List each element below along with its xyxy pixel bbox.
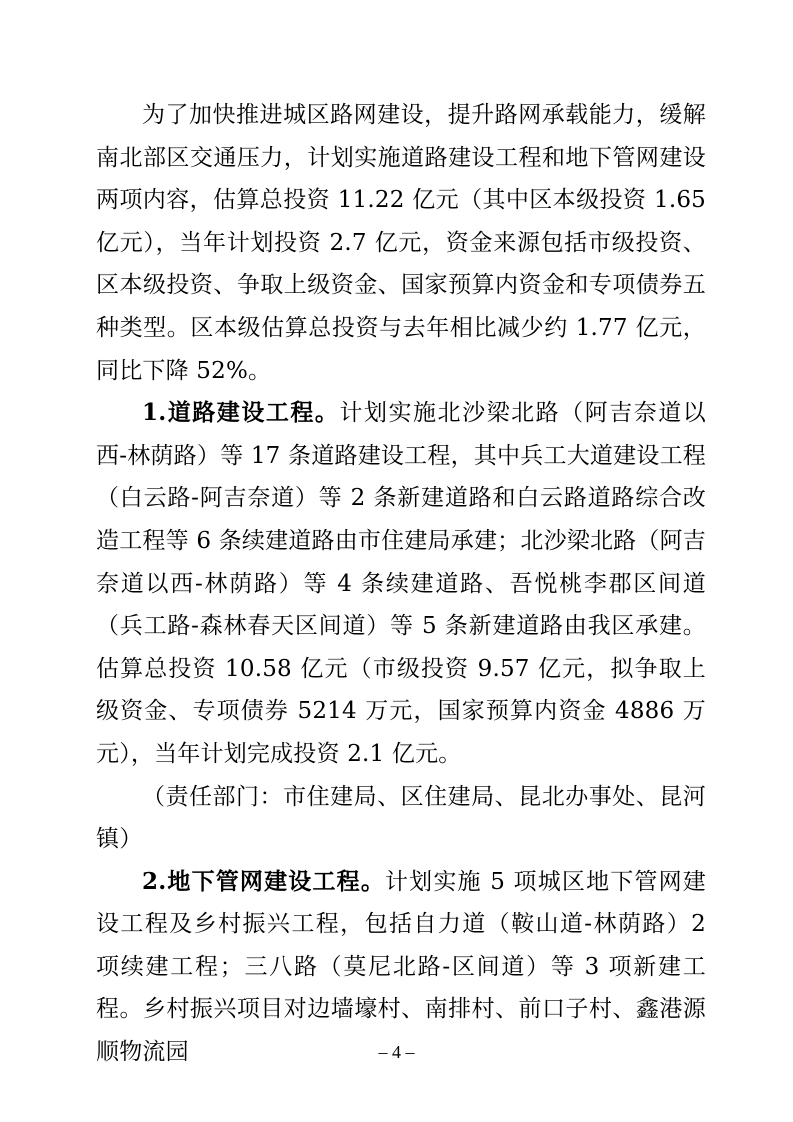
page-number: – 4 – <box>378 1042 415 1062</box>
pipe-section-heading: 2.地下管网建设工程。 <box>142 867 385 895</box>
responsibility-paragraph <box>96 776 706 861</box>
intro-paragraph <box>96 94 706 392</box>
pipe-section-text: 计划实施 5 项城区地下管网建设工程及乡村振兴工程，包括自力道（鞍山道-林荫路）2 项续建工程；三八路（莫尼北路-区间道）等 3 项新建工程。乡村振兴项目对边墙壕村、南排村、前口子村、鑫港源顺物流园 <box>96 868 706 1066</box>
document-page <box>96 94 706 1074</box>
road-section-paragraph <box>96 392 706 775</box>
responsibility-text: （责任部门：市住建局、区住建局、昆北办事处、昆河镇） <box>96 783 706 853</box>
road-section-text: 计划实施北沙梁北路（阿吉奈道以西-林荫路）等 17 条道路建设工程，其中兵工大道建设工程（白云路-阿吉奈道）等 2 条新建道路和白云路道路综合改造工程等 6 条续建道路由市住建局承建；北沙梁北路（阿吉奈道以西-林荫路）等 4 条续建道路、吾悦桃李郡区间道（兵工路-森林春天区间道）等 5 条新建道路由我区承建。估算总投资 10.58 亿元（市级投资 9.57 亿元，拟争取上级资金、专项债券 5214 万元，国家预算内资金 4886 万元），当年计划完成投资 2.1 亿元。 <box>96 400 707 767</box>
road-section-heading: 1.道路建设工程。 <box>142 399 340 427</box>
intro-text: 为了加快推进城区路网建设，提升路网承载能力，缓解南北部区交通压力，计划实施道路建设工程和地下管网建设两项内容，估算总投资 11.22 亿元（其中区本级投资 1.65 亿元），当年计划投资 2.7 亿元，资金来源包括市级投资、区本级投资、争取上级资金、国家预算内资金和专项债券五种类型。区本级估算总投资与去年相比减少约 1.77 亿元，同比下降 52%。 <box>96 102 706 384</box>
